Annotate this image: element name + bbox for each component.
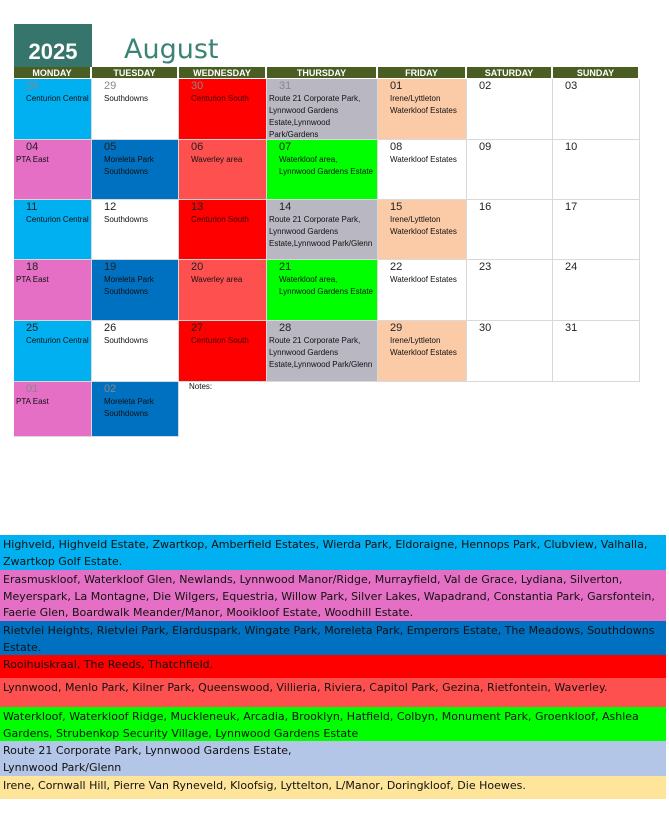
- day-header-tuesday: TUESDAY: [92, 67, 177, 78]
- calendar-day-cell[interactable]: [467, 321, 553, 382]
- day-area-text: Centurion Central: [26, 215, 89, 224]
- day-header-wednesday: WEDNESDAY: [179, 67, 265, 78]
- day-number: 20: [191, 261, 204, 273]
- calendar-day-cell[interactable]: [92, 200, 179, 260]
- day-header-monday: MONDAY: [14, 67, 90, 78]
- day-number: 05: [104, 141, 117, 153]
- calendar-day-cell[interactable]: [267, 200, 378, 260]
- day-number: 15: [390, 201, 403, 213]
- day-area-text: Moreleta Park Southdowns: [104, 275, 154, 296]
- day-area-text: Route 21 Corporate Park, Lynnwood Gardens Estate,Lynnwood Park/Glenn: [269, 215, 373, 248]
- day-area-text: Route 21 Corporate Park, Lynnwood Gardens Estate,Lynnwood Park/Glenn: [269, 336, 373, 369]
- calendar-day-cell[interactable]: [179, 321, 267, 382]
- day-number: 28: [26, 80, 39, 92]
- day-number: 06: [191, 141, 204, 153]
- day-area-text: Centurion South: [191, 215, 249, 224]
- legend-row-red: Rooihuiskraal, The Reeds, Thatchfield.: [0, 655, 666, 678]
- day-area-text: Waverley area: [191, 275, 243, 284]
- day-area-text: PTA East: [16, 155, 49, 164]
- day-number: 01: [26, 383, 39, 395]
- calendar-day-cell[interactable]: [267, 140, 378, 200]
- day-area-text: Waverley area: [191, 155, 243, 164]
- calendar-day-cell[interactable]: [553, 200, 640, 260]
- day-number: 13: [191, 201, 204, 213]
- calendar-day-cell[interactable]: [553, 79, 640, 140]
- calendar-day-cell[interactable]: [92, 79, 179, 140]
- day-number: 04: [26, 141, 39, 153]
- legend-row-blue: Rietvlei Heights, Rietvlei Park, Elarduspark, Wingate Park, Moreleta Park, Emperors Estate, The Meadows, Southdowns Estate.: [0, 621, 666, 655]
- day-header-thursday: THURSDAY: [267, 67, 376, 78]
- calendar-day-cell[interactable]: [14, 321, 92, 382]
- legend-row-green: Waterkloof, Waterkloof Ridge, Muckleneuk, Arcadia, Brooklyn, Hatfield, Colbyn, Monument Park, Groenkloof, Ashlea Gardens, Strubenkop Security Village, Lynnwood Gardens Estate: [0, 707, 666, 741]
- day-header-friday: FRIDAY: [378, 67, 465, 78]
- day-area-text: PTA East: [16, 397, 49, 406]
- month-title: August: [124, 34, 219, 65]
- calendar-day-cell[interactable]: [553, 260, 640, 321]
- day-area-text: Irene/Lyttleton Waterkloof Estates: [390, 336, 457, 357]
- day-number: 23: [479, 261, 492, 273]
- day-area-text: Waterkloof area, Lynnwood Gardens Estate: [279, 155, 373, 176]
- day-number: 02: [479, 80, 492, 92]
- day-number: 17: [565, 201, 578, 213]
- calendar-day-cell[interactable]: [467, 140, 553, 200]
- calendar-day-cell[interactable]: [92, 140, 179, 200]
- day-number: 30: [479, 322, 492, 334]
- day-area-text: Southdowns: [104, 215, 149, 224]
- calendar-day-cell[interactable]: [467, 260, 553, 321]
- day-number: 21: [279, 261, 292, 273]
- day-area-text: PTA East: [16, 275, 49, 284]
- day-area-text: Irene/Lyttleton Waterkloof Estates: [390, 215, 457, 236]
- day-number: 19: [104, 261, 117, 273]
- day-number: 07: [279, 141, 292, 153]
- day-number: 25: [26, 322, 39, 334]
- day-number: 09: [479, 141, 492, 153]
- day-number: 31: [279, 80, 292, 92]
- day-number: 12: [104, 201, 117, 213]
- calendar-day-cell[interactable]: [179, 79, 267, 140]
- calendar-day-cell[interactable]: [553, 321, 640, 382]
- calendar-day-cell[interactable]: [179, 260, 267, 321]
- day-area-text: Centurion Central: [26, 336, 89, 345]
- day-area-text: Waterkloof Estates: [390, 155, 457, 164]
- day-area-text: Centurion South: [191, 94, 249, 103]
- calendar-day-cell[interactable]: [179, 200, 267, 260]
- day-area-text: Moreleta Park Southdowns: [104, 397, 154, 418]
- day-number: 14: [279, 201, 292, 213]
- day-area-text: Waterkloof Estates: [390, 275, 457, 284]
- legend-row-legend_peach: Irene, Cornwall Hill, Pierre Van Ryneveld, Kloofsig, Lyttelton, L/Manor, Doringkloof, Die Hoewes.: [0, 776, 666, 799]
- day-area-text: Waterkloof area, Lynnwood Gardens Estate: [279, 275, 373, 296]
- day-number: 18: [26, 261, 39, 273]
- day-number: 31: [565, 322, 578, 334]
- day-area-text: Southdowns: [104, 94, 149, 103]
- legend-row-cyan: Highveld, Highveld Estate, Zwartkop, Amberfield Estates, Wierda Park, Eldoraigne, Hennops Park, Clubview, Valhalla, Zwartkop Golf Estate.: [0, 535, 666, 570]
- calendar-day-cell[interactable]: [92, 321, 179, 382]
- day-number: 24: [565, 261, 578, 273]
- day-number: 29: [104, 80, 117, 92]
- calendar-day-cell[interactable]: [467, 79, 553, 140]
- calendar-day-cell[interactable]: [378, 260, 467, 321]
- calendar-day-cell[interactable]: [378, 200, 467, 260]
- calendar-day-cell[interactable]: [14, 382, 92, 437]
- day-number: 11: [26, 201, 38, 213]
- day-number: 22: [390, 261, 403, 273]
- calendar-day-cell[interactable]: [553, 140, 640, 200]
- legend-row-legend_gray: Route 21 Corporate Park, Lynnwood Gardens Estate, Lynnwood Park/Glenn: [0, 741, 666, 776]
- notes-label: Notes:: [189, 382, 213, 391]
- calendar-day-cell[interactable]: [267, 321, 378, 382]
- day-number: 28: [279, 322, 292, 334]
- day-number: 01: [390, 80, 403, 92]
- legend-row-salmon: Lynnwood, Menlo Park, Kilner Park, Queenswood, Villieria, Riviera, Capitol Park, Gezina, Rietfontein, Waverley.: [0, 678, 666, 707]
- calendar-day-cell[interactable]: [267, 79, 378, 140]
- calendar-day-cell[interactable]: [92, 260, 179, 321]
- day-area-text: Irene/Lyttleton Waterkloof Estates: [390, 94, 457, 115]
- day-area-text: Southdowns: [104, 336, 149, 345]
- day-area-text: Moreleta Park Southdowns: [104, 155, 154, 176]
- year-label: 2025: [14, 24, 92, 67]
- day-number: 08: [390, 141, 403, 153]
- day-header-saturday: SATURDAY: [467, 67, 551, 78]
- calendar-day-cell[interactable]: [378, 140, 467, 200]
- calendar-day-cell[interactable]: [179, 140, 267, 200]
- day-number: 30: [191, 80, 204, 92]
- day-number: 03: [565, 80, 578, 92]
- calendar-day-cell[interactable]: [92, 382, 179, 437]
- day-area-text: Centurion South: [191, 336, 249, 345]
- calendar-day-cell[interactable]: [467, 200, 553, 260]
- calendar-day-cell[interactable]: [14, 200, 92, 260]
- calendar-day-cell[interactable]: [14, 260, 92, 321]
- day-number: 16: [479, 201, 492, 213]
- day-number: 27: [191, 322, 204, 334]
- day-header-sunday: SUNDAY: [553, 67, 638, 78]
- calendar-day-cell[interactable]: [378, 321, 467, 382]
- day-area-text: Route 21 Corporate Park, Lynnwood Gardens Estate,Lynnwood Park/Gardens: [269, 94, 361, 139]
- day-number: 26: [104, 322, 117, 334]
- calendar-day-cell[interactable]: [14, 140, 92, 200]
- day-number: 29: [390, 322, 403, 334]
- legend-row-pink: Erasmuskloof, Waterkloof Glen, Newlands, Lynnwood Manor/Ridge, Murrayfield, Val de Grace, Lydiana, Silverton, Meyerspark, La Montagne, Die Wilgers, Equestria, Willow Park, Silver Lakes, Wapadrand, Constantia Park, Garsfontein, Faerie Glen, Boardwalk Meander/Manor, Mooikloof Estate, Woodhill Estate.: [0, 570, 666, 621]
- day-number: 02: [104, 383, 117, 395]
- calendar-day-cell[interactable]: [378, 79, 467, 140]
- calendar-day-cell[interactable]: [14, 79, 92, 140]
- calendar-day-cell[interactable]: [267, 260, 378, 321]
- day-number: 10: [565, 141, 578, 153]
- day-area-text: Centurion Central: [26, 94, 89, 103]
